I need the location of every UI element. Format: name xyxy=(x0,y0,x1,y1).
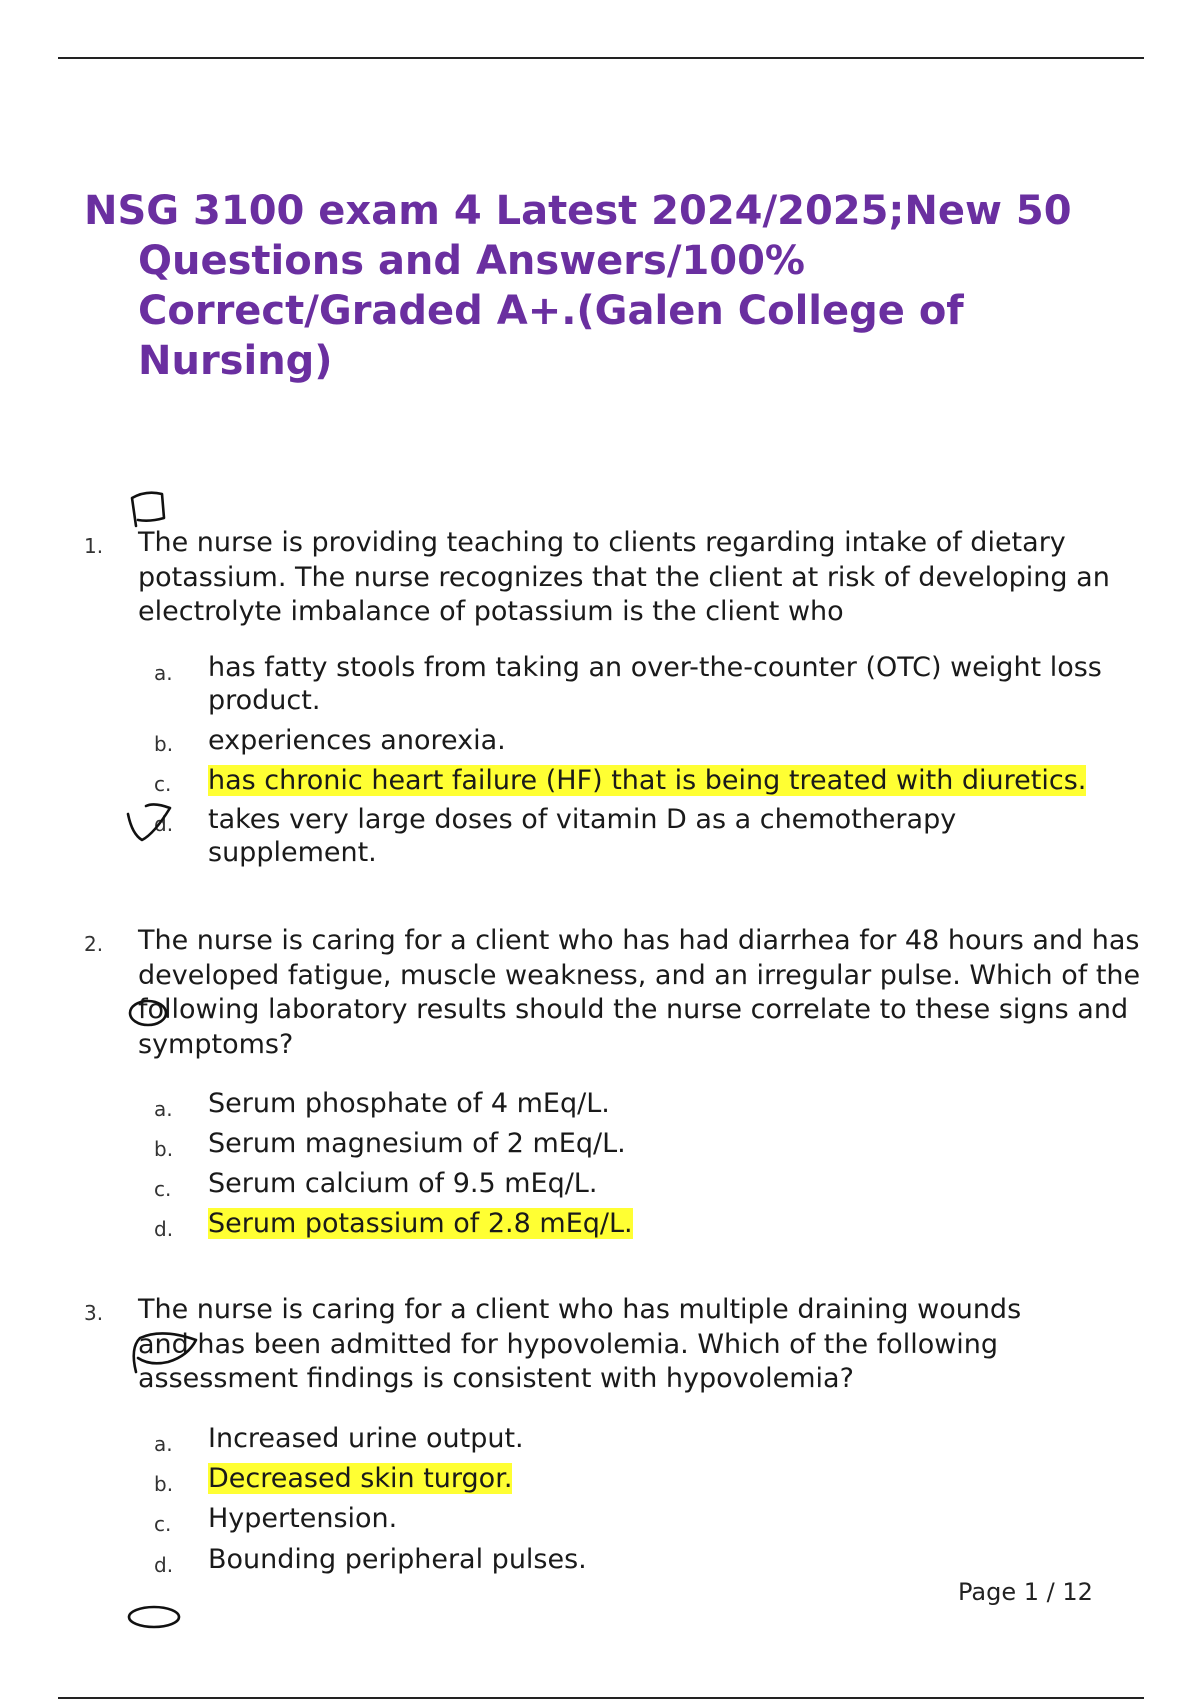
option-text: has fatty stools from taking an over-the-counter (OTC) weight loss product. xyxy=(208,652,1102,716)
option-letter: b. xyxy=(154,1137,174,1161)
handwritten-circle-mark xyxy=(126,996,176,1030)
header-rule xyxy=(58,57,1144,59)
footer-rule xyxy=(58,1697,1144,1699)
option-letter: b. xyxy=(154,1472,174,1496)
option-letter: c. xyxy=(154,772,172,796)
handwritten-circle-mark xyxy=(124,800,184,846)
option-letter: a. xyxy=(154,1097,173,1121)
question-text: The nurse is caring for a client who has multiple draining wounds and has been admitted for hypovolemia. Which of the following assessment findings is consistent with hypovolemia? xyxy=(138,1294,1022,1394)
document-title: NSG 3100 exam 4 Latest 2024/2025;New 50 Questions and Answers/100% Correct/Graded A+.(Galen College of Nursing) xyxy=(84,188,1072,384)
question-number: 1. xyxy=(84,534,104,558)
question-number: 2. xyxy=(84,932,104,956)
option-letter: c. xyxy=(154,1512,172,1536)
option-letter: d. xyxy=(154,812,174,836)
option-letter: b. xyxy=(154,732,174,756)
highlighted-answer: has chronic heart failure (HF) that is being treated with diuretics. xyxy=(208,765,1087,796)
option-letter: a. xyxy=(154,1432,173,1456)
option-letter: d. xyxy=(154,1217,174,1241)
option-letter: d. xyxy=(154,1553,174,1577)
option-text: Increased urine output. xyxy=(208,1423,524,1454)
option-text: Serum magnesium of 2 mEq/L. xyxy=(208,1128,626,1159)
handwritten-circle-mark xyxy=(128,1322,204,1382)
question-number: 3. xyxy=(84,1301,104,1325)
handwritten-circle-mark xyxy=(124,1600,188,1634)
option-letter: a. xyxy=(154,661,173,685)
option-text: experiences anorexia. xyxy=(208,725,506,756)
question-text: The nurse is providing teaching to clients regarding intake of dietary potassium. The nurse recognizes that the client at risk of developing an electrolyte imbalance of potassium is the client who xyxy=(138,527,1110,627)
option-text: takes very large doses of vitamin D as a chemotherapy supplement. xyxy=(208,804,957,868)
option-letter: c. xyxy=(154,1177,172,1201)
option-text: Bounding peripheral pulses. xyxy=(208,1544,587,1575)
question-text: The nurse is caring for a client who has had diarrhea for 48 hours and has developed fatigue, muscle weakness, and an irregular pulse. Which of the following laboratory results should the nurse correlate to these signs and symptoms? xyxy=(138,925,1141,1060)
handwritten-box-mark xyxy=(128,486,184,542)
page-number: Page 1 / 12 xyxy=(958,1578,1093,1606)
highlighted-answer: Decreased skin turgor. xyxy=(208,1463,513,1494)
highlighted-answer: Serum potassium of 2.8 mEq/L. xyxy=(208,1208,633,1239)
option-text: Serum phosphate of 4 mEq/L. xyxy=(208,1088,610,1119)
option-text: Hypertension. xyxy=(208,1503,398,1534)
option-text: Serum calcium of 9.5 mEq/L. xyxy=(208,1168,598,1199)
